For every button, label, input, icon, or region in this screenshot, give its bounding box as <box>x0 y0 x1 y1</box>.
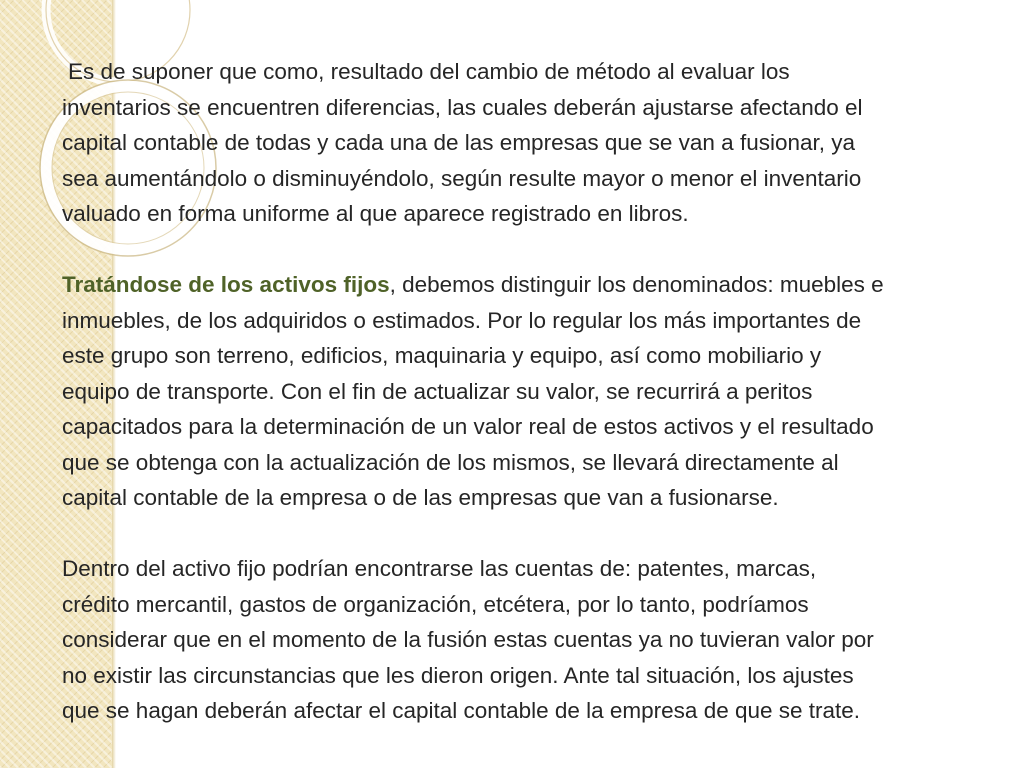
text-line: valuado en forma uniforme al que aparece registrado en libros. <box>62 201 689 226</box>
text-line: inmuebles, de los adquiridos o estimados. Por lo regular los más importantes de <box>62 307 862 333</box>
text-line: capital contable de todas y cada una de las empresas que se van a fusionar, ya <box>62 130 856 155</box>
text-line: este grupo son terreno, edificios, maquinaria y equipo, así como mobiliario y <box>62 343 822 368</box>
text-line: equipo de transporte. Con el fin de actualizar su valor, se recurrirá a peritos <box>62 378 813 404</box>
text-line: crédito mercantil, gastos de organización, etcétera, por lo tanto, podríamos <box>62 591 809 617</box>
text-line: considerar que en el momento de la fusión estas cuentas ya no tuvieran valor por <box>62 627 874 652</box>
paragraph-inventarios <box>62 54 992 232</box>
text-line: que se hagan deberán afectar el capital contable de la empresa de que se trate. <box>62 698 861 723</box>
highlighted-heading: Tratándose de los activos fijos <box>62 272 390 297</box>
text-line: capital contable de la empresa o de las empresas que van a fusionarse. <box>62 485 779 510</box>
text-line: capacitados para la determinación de un valor real de estos activos y el resultado <box>62 414 874 439</box>
paragraph-activos-fijos <box>62 267 992 516</box>
text-line: Dentro del activo fijo podrían encontrarse las cuentas de: patentes, marcas, <box>62 556 817 581</box>
text-line: que se obtenga con la actualización de los mismos, se llevará directamente al <box>62 449 839 475</box>
text-line: inventarios se encuentren diferencias, las cuales deberán ajustarse afectando el <box>62 94 863 120</box>
text-line <box>62 267 992 303</box>
text-line: no existir las circunstancias que les dieron origen. Ante tal situación, los ajustes <box>62 662 854 688</box>
paragraph-cuentas <box>62 551 992 729</box>
text-line: Es de suponer que como, resultado del cambio de método al evaluar los <box>68 59 790 84</box>
text-line-rest: , debemos distinguir los denominados: muebles e <box>389 272 884 297</box>
slide-text <box>62 54 992 729</box>
text-line: sea aumentándolo o disminuyéndolo, según resulte mayor o menor el inventario <box>62 165 862 191</box>
